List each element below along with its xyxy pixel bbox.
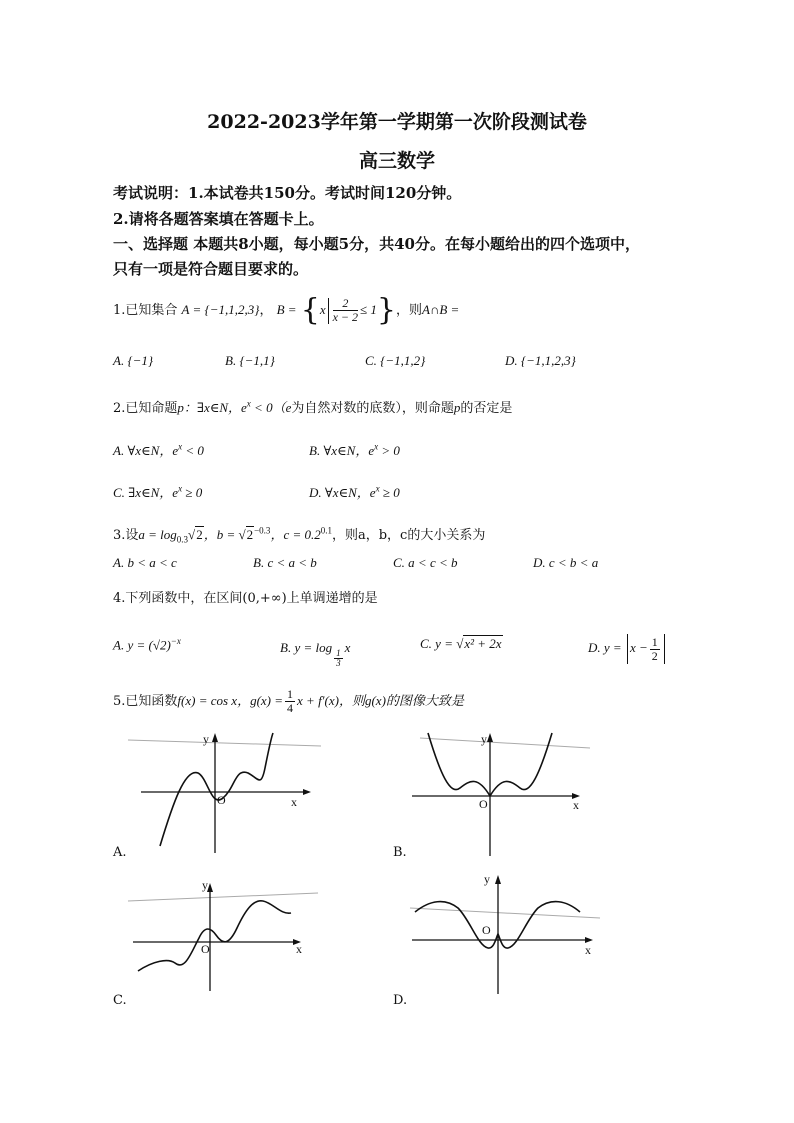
q5-option-a[interactable]: A.: [113, 845, 127, 860]
q2-d-sup: x: [375, 483, 380, 494]
q4-a-text: A. y = (√2): [113, 637, 171, 653]
q1-option-a[interactable]: A. {−1}: [113, 353, 154, 368]
question-3-stem: [113, 524, 485, 545]
exam-title: 2022-2023学年第一学期第一次阶段测试卷: [207, 111, 587, 133]
graph-b-y-arrow: [487, 733, 493, 742]
q4-d-d: 2: [651, 648, 658, 663]
graph-c-x-label: x: [296, 942, 302, 956]
q5-f: f(x) = cos x: [177, 693, 238, 708]
q2-b-tail: > 0: [378, 443, 400, 458]
graph-b-y-label: y: [481, 732, 487, 746]
graph-d-y-arrow: [495, 875, 501, 884]
q2-c-tail: ≥ 0: [182, 485, 203, 500]
q1-lead: 1.已知集合: [113, 303, 178, 318]
q1-cond: ≤ 1: [360, 302, 377, 317]
q1-expr: A∩B =: [422, 302, 460, 317]
question-2-stem: [113, 397, 512, 416]
q3-b-sqrt-sign: √: [238, 527, 246, 542]
q2-d-tail: ≥ 0: [379, 485, 400, 500]
graph-c-y-label: y: [202, 878, 208, 892]
q5-d: 4: [287, 701, 294, 715]
q1-set-b-prefix: B =: [276, 302, 297, 317]
q2-c-sup: x: [178, 483, 183, 494]
q4-option-d[interactable]: [588, 630, 667, 666]
q4-option-a[interactable]: [113, 636, 181, 653]
question-1-stem: [113, 293, 459, 327]
graph-b-reference-line: [420, 738, 590, 748]
graph-a-reference-line: [128, 740, 321, 746]
q3-option-b[interactable]: B. c < a < b: [253, 555, 317, 570]
q1-option-c[interactable]: C. {−1,1,2}: [365, 353, 426, 368]
q2-p: p: [177, 400, 184, 415]
q3-a-def: a = log: [138, 527, 177, 542]
q2-mid: 为自然对数的底数），则命题: [291, 401, 454, 416]
q5-option-d[interactable]: D.: [393, 993, 408, 1008]
q3-a-base: 0.3: [176, 534, 189, 545]
q4-b-base: [334, 649, 343, 669]
q5-n: 1: [287, 687, 294, 702]
graph-c-origin-label: O: [201, 942, 210, 956]
instruction-line-2: 2.请将各题答案填在答题卡上。: [113, 210, 324, 228]
q3-a-arg: 2: [196, 527, 203, 542]
graph-a-origin-label: O: [217, 793, 226, 807]
q3-tail: ，则a，b，c的大小关系为: [331, 528, 486, 543]
graph-a-y-label: y: [203, 732, 209, 746]
q1-set-a: A = {−1,1,2,3}: [181, 302, 260, 317]
q2-c-text: C. ∃x∈N，e: [113, 485, 179, 500]
q4-c-text: C. y =: [420, 636, 457, 651]
q2-option-c[interactable]: [113, 482, 202, 501]
q5-graph-c[interactable]: [113, 873, 333, 998]
q4-d-frac: [650, 636, 660, 662]
q2-p2: p: [453, 400, 461, 415]
q4-option-c[interactable]: [420, 636, 503, 652]
q4-d-abs-left: [627, 634, 628, 664]
q2-b-text: B. ∀x∈N，e: [309, 443, 375, 458]
q1-left-brace: {: [300, 292, 320, 328]
q4-c-rad: x² + 2x: [464, 636, 502, 651]
q2-a-text: A. ∀x∈N，e: [113, 443, 179, 458]
q1-fraction: [333, 297, 358, 323]
q4-d-abs-right: [664, 634, 665, 664]
q1-right-brace: }: [376, 292, 397, 328]
q2-a-sup: x: [178, 441, 183, 452]
q5-option-c[interactable]: C.: [113, 993, 127, 1008]
graph-a-x-arrow: [303, 789, 311, 795]
q2-option-d[interactable]: [309, 482, 400, 501]
q2-ineq: < 0（: [250, 400, 286, 415]
section-1-heading: 一、选择题 本题共8小题，每小题5分，共40分。在每小题给出的四个选项中，: [113, 235, 640, 253]
q2-a-tail: < 0: [182, 443, 204, 458]
exam-subject: 高三数学: [358, 150, 435, 172]
graph-a-y-arrow: [212, 733, 218, 742]
q3-c-exp: 0.1: [320, 525, 332, 536]
q2-e: e: [285, 400, 292, 415]
q5-lead: 5.已知函数: [113, 694, 178, 709]
q1-sep: ，: [259, 303, 273, 318]
q1-bar: [328, 298, 329, 324]
q5-mid: ，g(x) =: [237, 693, 284, 708]
q5-graph-b[interactable]: [400, 728, 600, 863]
q4-b-text: B. y = log: [280, 640, 333, 655]
q5-graph-d[interactable]: [400, 868, 610, 998]
q2-exists: ：∃x∈N，e: [183, 400, 247, 415]
section-1-heading-cont: 只有一项是符合题目要求的。: [113, 260, 309, 278]
q4-a-exp: −x: [170, 636, 181, 646]
q2-option-a[interactable]: [113, 440, 204, 459]
q5-rest: x + f′(x): [297, 693, 339, 708]
q3-lead: 3.设: [113, 528, 139, 543]
q3-sqrt-sign: √: [188, 527, 196, 542]
question-4-stem: 4.下列函数中，在区间(0,+∞)上单调递增的是: [113, 591, 378, 606]
q2-sup: x: [246, 398, 251, 409]
q3-b-exp: −0.3: [254, 525, 271, 536]
q1-option-d[interactable]: D. {−1,1,2,3}: [505, 353, 576, 368]
q3-option-c[interactable]: C. a < c < b: [393, 555, 458, 570]
question-5-stem: [113, 684, 464, 718]
q2-d-text: D. ∀x∈N，e: [309, 485, 376, 500]
instruction-line-1: 考试说明：1.本试卷共150分。考试时间120分钟。: [113, 184, 462, 202]
q2-b-sup: x: [374, 441, 379, 452]
q5-tail: ，则g(x)的图像大致是: [338, 693, 464, 708]
q3-c-def: ，c = 0.2: [270, 527, 321, 542]
graph-b-x-label: x: [573, 798, 579, 812]
q1-tail: ，则: [396, 303, 423, 318]
q4-d-n: 1: [651, 634, 658, 649]
q4-b-arg: x: [344, 640, 351, 655]
graph-a-curve: [160, 733, 273, 846]
q3-option-a[interactable]: A. b < a < c: [113, 555, 177, 570]
graph-d-y-label: y: [484, 872, 490, 886]
q4-d-text: D. y =: [588, 640, 625, 655]
q1-var: x: [319, 302, 326, 317]
graph-d-reference-line: [410, 908, 600, 918]
q4-c-sqrt-sign: √: [456, 636, 464, 651]
graph-b-origin-label: O: [479, 797, 488, 811]
q4-d-in: x −: [629, 640, 648, 655]
graph-c-reference-line: [128, 893, 318, 901]
graph-d-x-label: x: [585, 943, 591, 957]
q4-b-base-n: 1: [336, 647, 341, 658]
q2-lead: 2.已知命题: [113, 401, 178, 416]
graph-a-x-label: x: [291, 795, 297, 809]
q5-option-b[interactable]: B.: [393, 845, 407, 860]
graph-c-curve: [138, 901, 291, 971]
q4-option-b[interactable]: [280, 630, 350, 666]
q1-denom: x − 2: [332, 310, 359, 324]
q1-option-b[interactable]: B. {−1,1}: [225, 353, 275, 368]
q1-numer: 2: [333, 297, 358, 311]
graph-d-origin-label: O: [482, 923, 491, 937]
q3-option-d[interactable]: D. c < b < a: [533, 555, 599, 570]
q2-option-b[interactable]: [309, 440, 400, 459]
q3-b-def: ，b =: [203, 527, 239, 542]
q3-b-base: 2: [246, 527, 254, 542]
q5-frac: [285, 688, 295, 714]
q2-tail: 的否定是: [460, 401, 513, 416]
q4-b-base-d: 3: [336, 658, 341, 668]
